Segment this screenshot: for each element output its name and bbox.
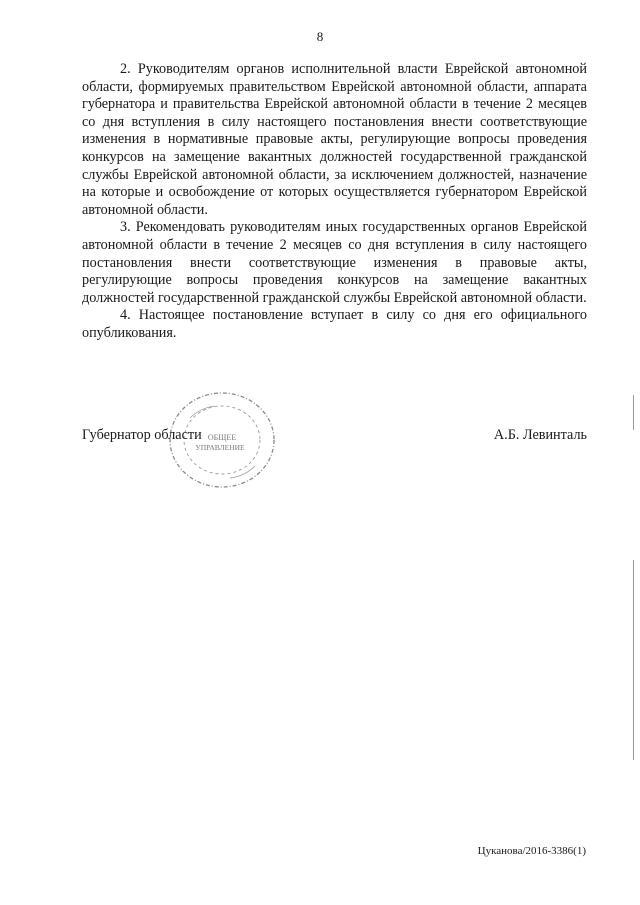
document-reference: Цуканова/2016-3386(1): [477, 845, 586, 857]
stamp-line-2: УПРАВЛЕНИЕ: [195, 443, 245, 452]
signatory-name: А.Б. Левинталь: [493, 427, 587, 443]
paragraph-2: 2. Руководителям органов исполнительной власти Еврейской автономной области, формируемых правительством Еврейской автономной области, аппарата губернатора и правительства Еврейской автономной области в течение 2 месяцев со дня вступления в силу настоящего постановления внести соответствующие изменения в нормативные правовые акты, регулирующие вопросы проведения конкурсов на замещение вакантных должностей государственной гражданской службы Еврейской автономной области, за исключением должностей, назначение на которые и освобождение от которых осуществляется губернатором Еврейской автономной области.: [82, 61, 587, 218]
document-body: [82, 61, 587, 343]
scan-edge-line: [633, 395, 634, 430]
paragraph-3: 3. Рекомендовать руководителям иных государственных органов Еврейской автономной области в течение 2 месяцев со дня вступления в силу настоящего постановления внести соответствующие изменения в правовые акты, регулирующие вопросы проведения конкурсов на замещение вакантных должностей государственной гражданской службы Еврейской автономной области.: [82, 219, 587, 306]
signatory-title: Губернатор области: [82, 427, 202, 443]
stamp-line-1: ОБЩЕЕ: [207, 433, 237, 442]
signature-block: [82, 427, 587, 447]
page-number: 8: [316, 29, 324, 44]
paragraph-4: 4. Настоящее постановление вступает в силу со дня его официального опубликования.: [82, 307, 587, 341]
scan-edge-line: [633, 560, 634, 760]
